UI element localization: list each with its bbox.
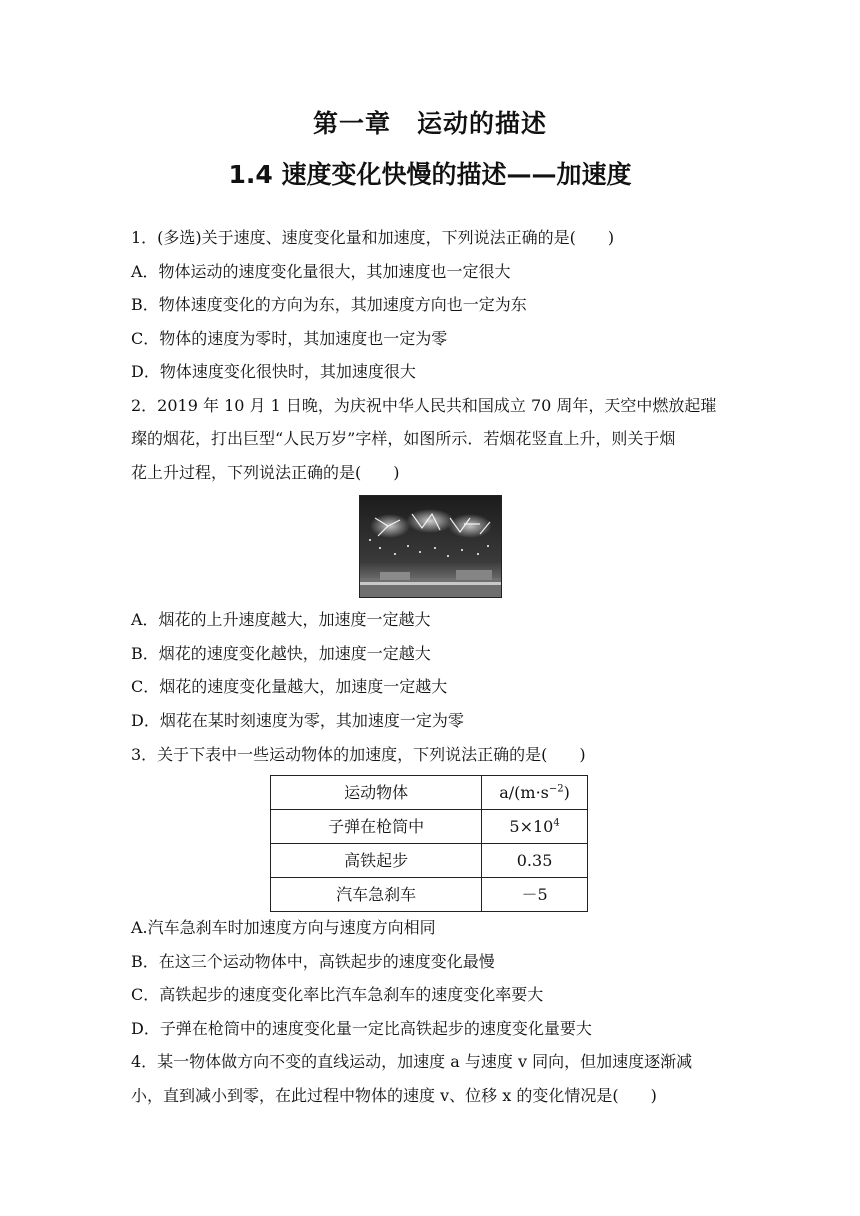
table-header-acceleration: $a/(m\cdot s^{-2})$ (482, 776, 588, 810)
table-header-object: 运动物体 (271, 776, 482, 810)
table-cell-object: 高铁起步 (271, 844, 482, 878)
table-cell-value: －5 (482, 878, 588, 912)
table-row (271, 878, 588, 912)
q2-option-b: B．烟花的速度变化越快，加速度一定越大 (131, 644, 431, 663)
q3-option-b: B．在这三个运动物体中，高铁起步的速度变化最慢 (131, 952, 495, 971)
table-cell-value: $5\times 10^4$ (482, 810, 588, 844)
table-cell-value: 0.35 (482, 844, 588, 878)
table-cell-object: 子弹在枪筒中 (271, 810, 482, 844)
q3-option-a: A.汽车急刹车时加速度方向与速度方向相同 (131, 918, 436, 937)
q1-option-b: B．物体速度变化的方向为东，其加速度方向也一定为东 (131, 295, 527, 314)
fireworks-photo (359, 495, 502, 598)
q1-option-c: C．物体的速度为零时，其加速度也一定为零 (131, 329, 448, 348)
section-title: 1.4 速度变化快慢的描述——加速度 (228, 160, 632, 189)
q2-stem-line-1: 2．2019 年 10 月 1 日晚，为庆祝中华人民共和国成立 70 周年，天空中燃放起璀 (131, 396, 717, 415)
q3-stem: 3．关于下表中一些运动物体的加速度，下列说法正确的是( ) (131, 745, 586, 764)
q1-stem: 1．(多选)关于速度、速度变化量和加速度，下列说法正确的是( ) (131, 228, 615, 247)
chapter-title: 第一章 运动的描述 (312, 109, 547, 138)
q2-stem-line-2: 璨的烟花，打出巨型“人民万岁”字样，如图所示．若烟花竖直上升，则关于烟 (131, 429, 676, 448)
table-row (271, 844, 588, 878)
fireworks-image (360, 496, 501, 597)
acceleration-table (270, 775, 588, 912)
q3-option-c: C．高铁起步的速度变化率比汽车急刹车的速度变化率要大 (131, 985, 544, 1004)
q2-option-d: D．烟花在某时刻速度为零，其加速度一定为零 (131, 711, 464, 730)
q2-option-a: A．烟花的上升速度越大，加速度一定越大 (131, 610, 431, 629)
table-header-row (271, 776, 588, 810)
q4-stem-line-1: 4．某一物体做方向不变的直线运动，加速度 a 与速度 v 同向，但加速度逐渐减 (131, 1052, 693, 1071)
q4-stem-line-2: 小，直到减小到零，在此过程中物体的速度 v、位移 x 的变化情况是( ) (131, 1086, 657, 1105)
q2-stem-line-3: 花上升过程，下列说法正确的是( ) (131, 463, 400, 482)
table-row (271, 810, 588, 844)
q1-option-a: A．物体运动的速度变化量很大，其加速度也一定很大 (131, 262, 511, 281)
table-cell-object: 汽车急刹车 (271, 878, 482, 912)
q3-option-d: D．子弹在枪筒中的速度变化量一定比高铁起步的速度变化量要大 (131, 1019, 592, 1038)
q2-option-c: C．烟花的速度变化量越大，加速度一定越大 (131, 677, 448, 696)
q1-option-d: D．物体速度变化很快时，其加速度很大 (131, 362, 416, 381)
